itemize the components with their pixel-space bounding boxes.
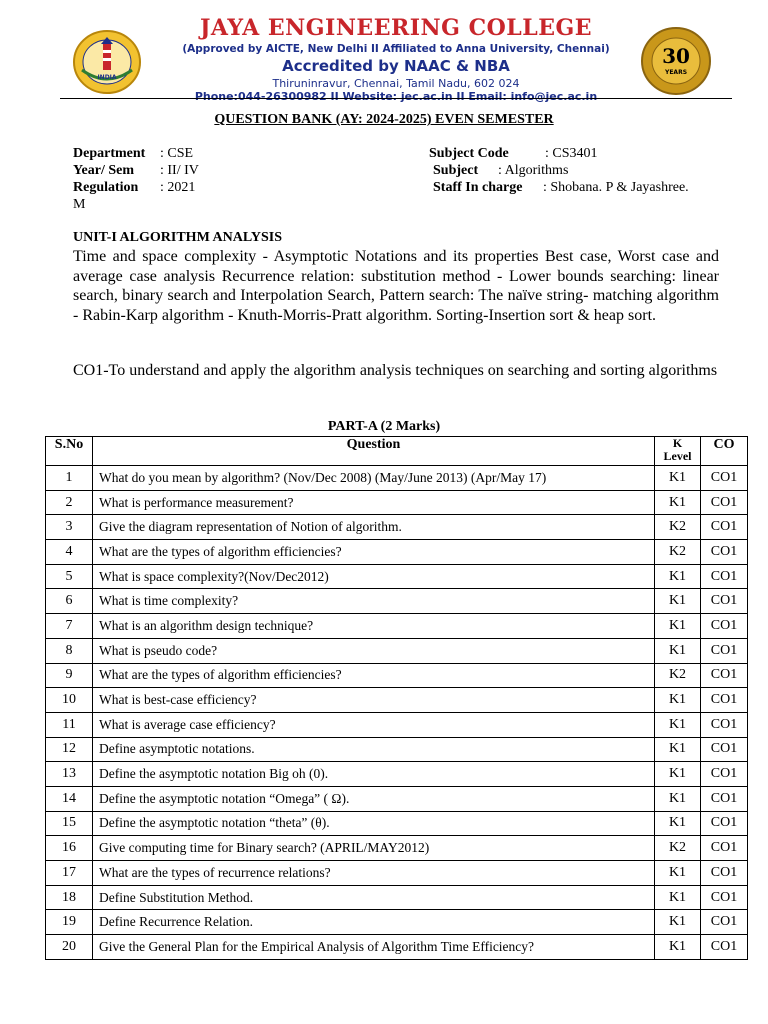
row-k-level: K1 <box>655 712 701 737</box>
table-row <box>46 712 748 737</box>
row-k-level: K1 <box>655 688 701 713</box>
row-co: CO1 <box>701 737 748 762</box>
row-question: Give the diagram representation of Notion of algorithm. <box>93 515 655 540</box>
row-co: CO1 <box>701 910 748 935</box>
row-sno: 15 <box>46 811 93 836</box>
row-k-level: K1 <box>655 935 701 960</box>
row-question: What is performance measurement? <box>93 490 655 515</box>
staff-label: Staff In charge <box>433 180 523 195</box>
row-k-level: K1 <box>655 811 701 836</box>
row-co: CO1 <box>701 614 748 639</box>
row-sno: 3 <box>46 515 93 540</box>
row-k-level: K1 <box>655 885 701 910</box>
table-row <box>46 466 748 491</box>
row-co: CO1 <box>701 935 748 960</box>
row-question: What do you mean by algorithm? (Nov/Dec 2008) (May/June 2013) (Apr/May 17) <box>93 466 655 491</box>
row-k-level: K2 <box>655 836 701 861</box>
row-k-level: K1 <box>655 564 701 589</box>
meta-department <box>73 145 193 162</box>
meta-year <box>73 162 199 179</box>
table-row <box>46 490 748 515</box>
table-row <box>46 885 748 910</box>
row-sno: 8 <box>46 638 93 663</box>
table-row <box>46 688 748 713</box>
header-k-level <box>655 437 701 466</box>
badge-years-text: YEARS <box>664 69 688 76</box>
row-k-level: K1 <box>655 638 701 663</box>
approval-line: (Approved by AICTE, New Delhi II Affiliated to Anna University, Chennai) <box>182 43 610 55</box>
row-sno: 4 <box>46 540 93 565</box>
subject-value: : Algorithms <box>498 163 569 178</box>
row-k-level: K1 <box>655 786 701 811</box>
row-co: CO1 <box>701 762 748 787</box>
row-question: Define the asymptotic notation “theta” (θ). <box>93 811 655 836</box>
table-row <box>46 786 748 811</box>
department-label: Department <box>73 146 146 161</box>
table-row <box>46 861 748 886</box>
row-k-level: K2 <box>655 540 701 565</box>
row-co: CO1 <box>701 688 748 713</box>
address-line: Thiruninravur, Chennai, Tamil Nadu, 602 024 <box>272 77 520 90</box>
row-sno: 17 <box>46 861 93 886</box>
row-k-level: K1 <box>655 466 701 491</box>
row-question: What is pseudo code? <box>93 638 655 663</box>
row-question: What is best-case efficiency? <box>93 688 655 713</box>
row-sno: 14 <box>46 786 93 811</box>
year-value: : II/ IV <box>160 163 199 178</box>
table-row <box>46 737 748 762</box>
regulation-value: : 2021 <box>160 180 196 195</box>
row-question: What are the types of algorithm efficiencies? <box>93 540 655 565</box>
table-row <box>46 564 748 589</box>
unit-syllabus: Time and space complexity - Asymptotic Notations and its properties Best case, Worst case and average case analysis Recurrence relation: substitution method - Lower bounds searching: linear search, binary search and Interpolation Search, Pattern search: The naïve string- matching algorithm - Rabin-Karp algorithm - Knuth-Morris-Pratt algorithm. Sorting-Insertion sort & heap sort. <box>73 248 719 324</box>
header-level: Level <box>663 449 692 463</box>
row-question: Define Recurrence Relation. <box>93 910 655 935</box>
course-outcome: CO1-To understand and apply the algorithm analysis techniques on searching and sorting algorithms <box>73 362 718 379</box>
table-row <box>46 638 748 663</box>
part-a-title: PART-A (2 Marks) <box>327 419 441 434</box>
row-co: CO1 <box>701 885 748 910</box>
row-co: CO1 <box>701 490 748 515</box>
subject-code-value: : CS3401 <box>545 146 598 161</box>
meta-staff <box>433 179 689 196</box>
meta-subject <box>433 162 568 179</box>
header-co: CO <box>701 437 748 466</box>
table-row <box>46 910 748 935</box>
row-co: CO1 <box>701 786 748 811</box>
staff-name-overflow: M <box>73 197 86 212</box>
college-header <box>60 10 732 103</box>
header-divider <box>60 98 732 99</box>
meta-regulation <box>73 179 195 196</box>
row-question: What is average case efficiency? <box>93 712 655 737</box>
row-question: What is an algorithm design technique? <box>93 614 655 639</box>
row-k-level: K1 <box>655 910 701 935</box>
row-sno: 12 <box>46 737 93 762</box>
row-sno: 7 <box>46 614 93 639</box>
row-question: Give the General Plan for the Empirical Analysis of Algorithm Time Efficiency? <box>93 935 655 960</box>
row-co: CO1 <box>701 861 748 886</box>
table-row <box>46 614 748 639</box>
row-co: CO1 <box>701 663 748 688</box>
row-sno: 18 <box>46 885 93 910</box>
badge-number: 30 <box>662 44 690 68</box>
department-value: : CSE <box>160 146 194 161</box>
row-k-level: K1 <box>655 737 701 762</box>
row-co: CO1 <box>701 564 748 589</box>
row-k-level: K1 <box>655 861 701 886</box>
header-sno: S.No <box>46 437 93 466</box>
thirty-years-badge-logo <box>640 26 712 96</box>
row-k-level: K1 <box>655 762 701 787</box>
row-sno: 1 <box>46 466 93 491</box>
row-sno: 2 <box>46 490 93 515</box>
row-sno: 10 <box>46 688 93 713</box>
emblem-india-text: INDIA <box>97 74 117 81</box>
meta-subject-code <box>429 145 598 162</box>
row-k-level: K1 <box>655 490 701 515</box>
header-k: K <box>672 436 683 450</box>
row-k-level: K2 <box>655 515 701 540</box>
row-question: Define the asymptotic notation Big oh (0). <box>93 762 655 787</box>
row-co: CO1 <box>701 540 748 565</box>
row-co: CO1 <box>701 589 748 614</box>
row-k-level: K2 <box>655 663 701 688</box>
row-sno: 20 <box>46 935 93 960</box>
subject-code-label: Subject Code <box>429 146 509 161</box>
table-row <box>46 663 748 688</box>
college-name: JAYA ENGINEERING COLLEGE <box>199 15 593 41</box>
staff-value: : Shobana. P & Jayashree. <box>543 180 689 195</box>
row-question: Define asymptotic notations. <box>93 737 655 762</box>
year-label: Year/ Sem <box>73 163 135 178</box>
regulation-label: Regulation <box>73 180 139 195</box>
table-row <box>46 515 748 540</box>
table-row <box>46 589 748 614</box>
row-co: CO1 <box>701 836 748 861</box>
row-question: Give computing time for Binary search? (APRIL/MAY2012) <box>93 836 655 861</box>
question-bank-title: QUESTION BANK (AY: 2024-2025) EVEN SEMESTER <box>214 112 554 127</box>
contact-line: Phone:044-26300982 II Website: jec.ac.in II Email: info@jec.ac.in <box>194 90 598 103</box>
row-sno: 11 <box>46 712 93 737</box>
part-a-question-table <box>45 436 748 960</box>
row-question: What are the types of algorithm efficiencies? <box>93 663 655 688</box>
row-sno: 9 <box>46 663 93 688</box>
table-row <box>46 836 748 861</box>
row-sno: 6 <box>46 589 93 614</box>
unit-heading: UNIT-I ALGORITHM ANALYSIS <box>73 230 283 245</box>
table-row <box>46 935 748 960</box>
row-co: CO1 <box>701 466 748 491</box>
row-k-level: K1 <box>655 614 701 639</box>
row-sno: 16 <box>46 836 93 861</box>
table-row <box>46 762 748 787</box>
accreditation-line: Accredited by NAAC & NBA <box>282 57 510 75</box>
row-k-level: K1 <box>655 589 701 614</box>
row-co: CO1 <box>701 638 748 663</box>
row-sno: 19 <box>46 910 93 935</box>
row-question: What are the types of recurrence relations? <box>93 861 655 886</box>
row-sno: 5 <box>46 564 93 589</box>
row-co: CO1 <box>701 811 748 836</box>
row-question: What is time complexity? <box>93 589 655 614</box>
table-row <box>46 811 748 836</box>
row-question: Define the asymptotic notation “Omega” ( Ω). <box>93 786 655 811</box>
row-co: CO1 <box>701 712 748 737</box>
row-co: CO1 <box>701 515 748 540</box>
header-question: Question <box>93 437 655 466</box>
row-question: What is space complexity?(Nov/Dec2012) <box>93 564 655 589</box>
row-sno: 13 <box>46 762 93 787</box>
row-question: Define Substitution Method. <box>93 885 655 910</box>
table-row <box>46 540 748 565</box>
table-header-row <box>46 437 748 466</box>
subject-label: Subject <box>433 163 479 178</box>
